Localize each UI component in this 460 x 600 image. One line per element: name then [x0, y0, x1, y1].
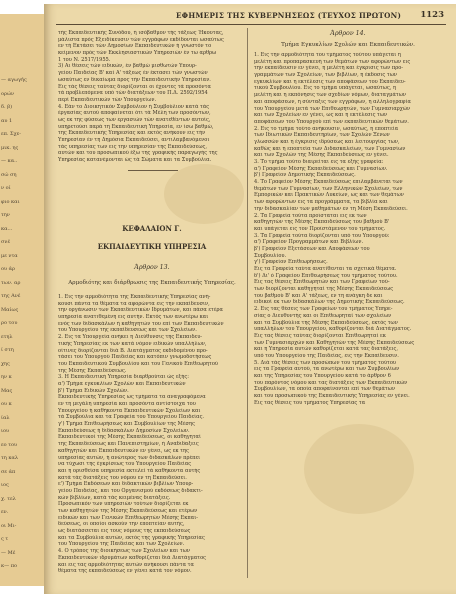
text-line: υπηρεσία ανατιθεμένη εις αυτήν. Εκτός των ανωτέρω και	[58, 314, 209, 321]
text-line: και η ορισθείσα υπηρεσία εκτελεί τά καθήκοντα αυτής	[58, 467, 201, 474]
text-line: των Γυμνασιαρχών και Καθηγητών της Μέσης Εκπαιδεύσεως	[254, 339, 415, 346]
text-line: τά προβλεπόμενα υπό τών διατάξεων του Π.Δ. 2592/1954	[58, 90, 208, 97]
text-line: ου άρ	[1, 266, 15, 272]
text-line: 3. Τα Γραφεία τούτα διορίζονται υπό του Υπουργού:	[254, 232, 390, 239]
previous-page-edge	[0, 14, 45, 586]
text-line: καθώς και η εποπτεία των Διδασκαλείων, των Γυμνασίων	[254, 145, 406, 152]
text-line: σε άπ	[1, 468, 16, 475]
text-line: της Μέσης Εκπαιδεύσεως.	[58, 367, 127, 374]
text-line: σνέ	[1, 239, 11, 245]
text-line: κ— πο	[1, 563, 18, 569]
text-line: περί Εκπαιδευτικών τών Υπουργείων.	[58, 96, 157, 103]
text-line: 3. Το τμήμα τούτο διαιρείται εις τα εξής γραφεία:	[254, 159, 384, 165]
text-line: ενός των διδασκάλων ή καθηγητών του επί των Εκπαιδευτικών	[58, 320, 224, 327]
text-line: τάσει του Υπουργού Παιδείας και κατόπιν γνωμοδοτήσεως	[58, 354, 212, 361]
gazette-page	[44, 4, 456, 594]
text-line: ιος	[1, 482, 9, 488]
chapter-title: ΚΕΦΑΛΑΙΟΝ Γ.	[122, 224, 182, 233]
text-line: χης	[1, 360, 10, 367]
text-line: 4. Εάν το Διοικητικόν Συμβούλιον ή Συμβούλιον κατά τάς	[58, 103, 210, 110]
text-line: Προσωπικόν των υπηρεσιών τούτων διορίζεται εκ	[58, 501, 189, 508]
text-line: ί στη	[1, 347, 14, 353]
text-line: 4. Ο τρόπος της διοικήσεως των Σχολείων και των	[58, 548, 190, 555]
text-line: των διορίζονται καθηγηταί της Μέσης Εκπαιδεύσεως	[254, 286, 394, 293]
text-line: ως εκ της φύσεως των εργασιών τών ανατεθέντων αυτοίς,	[58, 116, 211, 123]
text-line: εν τη μεγάλη υπηρεσία και προσόντα αντίστοιχα του	[58, 401, 196, 407]
text-line: καθηγητών της Μέσης Εκπαιδεύσεως του βαθμού Β'	[254, 219, 390, 226]
column-divider	[247, 28, 248, 578]
text-line: Υπηρεσίας κατανέμονται ώς τά Σώματα και τα Συμβούλια.	[58, 157, 212, 164]
page-number: 1123	[420, 10, 444, 20]
text-line: ην κ	[1, 374, 12, 380]
text-line: και εις τας αρμοδιότητας αυτών ανήκουσι πάντα τα	[58, 561, 194, 568]
article-14-heading: Άρθρον 14.	[330, 30, 366, 37]
text-line: δ. β)	[1, 104, 13, 110]
text-line: και των Σχολών της Μέσης Εκπαιδεύσεως εν γένει.	[254, 152, 389, 159]
text-line: κείμενον πρός τών Εκκλησιαστικών Υπηρεσιών έν τω αρθρω	[58, 50, 217, 57]
text-line: κα...	[1, 225, 13, 232]
text-line: τη καλ	[1, 455, 19, 461]
text-line: του Υπουργείου μετά των Επιθεωρητών, των Γυμνασιαρχών	[254, 105, 411, 112]
text-line: υπαλλήλων του Υπουργείου, καθορίζονται διά Διατάγματος.	[254, 326, 412, 333]
text-line: Εις τάς θέσεις ταύτας διορίζονται οι έχοντες τά προσόντα	[58, 83, 211, 90]
text-line: γλωσσών και η έγκρισις ιδρύσεως και λειτουργίας των,	[254, 138, 400, 145]
text-line: της Εκπαιδεύσεως και Πανεπιστημίων, ή Αναδιδαξεις	[58, 441, 199, 448]
text-line: και η Υπηρεσία αυτών καθορίζεται κατά τας διατάξεις,	[254, 346, 398, 353]
text-line: γραμμάτων των Σχολείων, των βιβλίων, η έκδοσις των	[254, 72, 397, 79]
text-line: μελέτη και προπαρασκευή των θεμάτων των αφορώντων εις	[254, 58, 411, 65]
text-line: μάλιστα πρός Εξειδίκευσιν τών εγγράφων εκδίδονται ωσαύτως	[58, 36, 224, 43]
text-line: — αγωγής	[1, 77, 27, 83]
text-line: του Υπουργείου της Παιδείας και των Σχολείων.	[58, 541, 185, 548]
text-line: 2. Εις τας θέσεις των Γραφείων του τμήματος Υπηρε-	[254, 306, 393, 313]
text-line: Εκπαιδευτικοί της Μέσης Εκπαιδεύσεως, οι καθηγηταί	[58, 434, 201, 441]
text-line: καθηγητών και Εκπαιδευτικών εν γένει, ως εκ της	[58, 447, 189, 454]
text-line: 3) Αι θέσεις τών ειδικών, έν βαθμώ μισθωτών Υπουρ-	[58, 63, 197, 70]
text-line: ωσαύτως εν δικαίωμα προς τήν Εκπαιδευτικήν Υπηρεσίαν.	[58, 76, 211, 83]
section-rule	[128, 170, 178, 171]
text-line: — κα..	[1, 158, 18, 164]
text-line: γ') Τμήμα Επιθεωρήσεως και Συμβουλίων της Μέσης	[58, 421, 195, 428]
text-line: α') Τμήμα εγκυκλίων Σχολών και Εκπαιδευτικών	[58, 380, 186, 387]
text-line: και τα Συμβούλια της Μέσης Εκπαιδεύσεως, εκτός των	[254, 319, 398, 326]
text-line: των καθηγητών της Μέσης Εκπαιδεύσεως και ετέρων	[58, 508, 198, 514]
text-line: οι Μι-	[1, 522, 17, 529]
right-body-text	[254, 52, 442, 406]
text-line: 4. Το Γραφείον Μέσης Εκπαιδεύσεως επιλαμβάνεται των	[254, 179, 403, 186]
text-line: και του προσωπικού της Εκπαιδευτικής Υπηρεσίας εν γένει.	[254, 393, 410, 400]
text-line: αυ 1	[1, 117, 13, 124]
text-line: θέματα της εκπαιδεύσεως εν γένει κατά τον νόμον.	[58, 568, 192, 575]
text-line: κών βιβλίων, κατά τάς κειμένας διατάξεις.	[58, 494, 171, 501]
chapter-subtitle: ΕΚΠΑΙΔΕΥΤΙΚΗ ΥΠΗΡΕΣΙΑ	[97, 242, 207, 251]
text-line: μελέτη και η εκπόνησις των σχεδίων νόμων, διαταγμάτων	[254, 92, 406, 99]
text-line: — Μέ	[1, 549, 16, 556]
text-line: τάς υπηρεσίας των εις την υπηρεσίαν της Εκπαιδεύσεως,	[58, 143, 207, 150]
text-line: της Εκπαιδευτικής Υπηρεσίας και εκτός ανήκουν εις τήν	[58, 130, 206, 137]
text-line: 1 του Ν. 2517/1955.	[58, 56, 111, 63]
text-line: θεμάτων των Γυμνασίων, των Ελληνικών Σχολείων, των	[254, 185, 403, 192]
text-line: Εκπαιδευτικών ιδρυμάτων καθορίζεται διά Διατάγματος	[58, 554, 206, 561]
text-line: εν.	[1, 509, 9, 515]
text-line: ορών	[1, 90, 15, 97]
text-line: Εμπορικών και Πρακτικών Λυκείων, ως και των θεμάτων	[254, 192, 404, 199]
text-line: σίας ο Διευθυντής και οι Επιθεωρηταί των σχολείων	[254, 312, 392, 319]
text-line: α') Γραφείον Προγραμμάτων και Βιβλίων.	[254, 239, 364, 246]
text-line: ου κ	[1, 401, 12, 407]
text-line: 1. Εις την αρμοδιότητα του τμήματος τούτου υπάγεται η	[254, 52, 401, 58]
text-line: σώ ση	[1, 171, 17, 178]
text-line: εν τή Εκτάσει τών Δημοσίων Εκπαιδευτικών ή γνωστόν το	[58, 43, 212, 50]
text-line: γείου Παιδείας Β' καί Α' τάξεως έν έκτασει τών γνωστών	[58, 70, 208, 77]
text-line: και των Σχολείων εν γένει, ως και η εκτέλεσις των	[254, 112, 388, 119]
text-line: επ. Σχε-	[1, 131, 21, 137]
text-line: των. αρ	[1, 279, 21, 286]
text-line: και της Υπηρεσίας του Υπουργείου κατά το άρθρον 6	[254, 373, 391, 379]
text-line: Εκπαιδευτικής Υπηρεσίας ως τμήματα τα αναγραφόμενα	[58, 394, 206, 401]
text-line: τά Συμβούλια και τα Γραφεία του Υπουργείου Παιδείας.	[58, 414, 205, 421]
text-line: τικής Υπηρεσίας εκ των κατά νόμον ειδικών υπαλλήλων,	[58, 340, 207, 347]
text-line: β') Τμήμα Ειδικών Σχολών.	[58, 387, 129, 394]
text-line: ως διατάσσεται εις τους νόμους της εκπαιδεύσεως	[58, 528, 191, 535]
left-body-text	[58, 294, 246, 575]
text-line: των Ιδιωτικών Εκπαιδευτηρίων, των Σχολών Ξένων	[254, 132, 390, 139]
text-line: εις τα Γραφεία αυτού, τα ανωτέρω και των Συμβουλίων	[254, 366, 400, 373]
text-line: γείου Παιδείας, και του Οργανισμού εκδόσεως διδακτι-	[58, 487, 203, 494]
text-line: των αφορώντων εις τα προγράμματα, τα βιβλία και	[254, 199, 388, 206]
text-line: την	[1, 212, 10, 218]
text-line: α') Γραφείον Μέσης Εκπαιδεύσεως και Γυμνασίων.	[254, 165, 388, 172]
text-line: αποφάσεων του Υπουργού επί των εκπαιδευτικών θεμάτων.	[254, 118, 409, 125]
text-line: να τύχωσι της έγκρίσεως του Υπουργείου Παιδείας	[58, 461, 192, 468]
text-line: του Υπουργείου της εκπαίδευσεως και των Σχολείων.	[58, 327, 197, 334]
text-line: Εις τας θέσεις ταύτας διορίζονται Επιθεωρηταί εκ	[254, 332, 386, 339]
article-14-intro: Τμήμα Εγκυκλίων Σχολών και Εκπαιδευτικών.	[281, 42, 415, 48]
text-line: 2. Εις τα Υπουργεία ανήκει η Διεύθυνσις της Εκπαιδευ-	[58, 334, 203, 341]
text-line: γ') Γραφείον Επιθεωρήσεως.	[254, 259, 328, 266]
text-line: δεύσεως, οι οποίοι ασκούν την εποπτείαν αυτής,	[58, 521, 185, 528]
text-line: την οργάνωσιν των Εκπαιδευτικών Ιδρυμάτων, και πάσα ετέρα	[58, 307, 223, 314]
text-line: ρο του	[1, 320, 18, 326]
paper-stain	[304, 424, 414, 514]
text-line: τικού Συμβουλίου. Εις το τμήμα υπάγεται, ωσαύτως, η	[254, 85, 397, 92]
text-line: του παρόντος νόμου και τας διατάξεις των Εκπαιδευτικών	[254, 379, 408, 386]
page-header	[56, 10, 446, 25]
text-line: ειδικοί εκ των διδασκάλων της Δημοτικής Εκπαιδεύσεως.	[254, 299, 405, 306]
text-line: κατά τάς διατάξεις του νόμου εν τη Εκπαιδεύσει.	[58, 474, 187, 481]
text-line: του Εκπαιδευτικού Συμβουλίου και του Γενικού Επιθεωρητού	[58, 360, 219, 367]
text-line: τής Εκπαιδευτικής Συνόδου, ή ισόβαθμον τής τάξεως Ήκουτας,	[58, 30, 224, 36]
text-line: την διδασκαλίαν των μαθημάτων εν τη Μέση Εκπαιδεύσει.	[254, 205, 408, 212]
text-line: υπηρεσίας αυτών, ή ανώτερος των διδασκάλων πρέπει	[58, 454, 201, 461]
article-13-intro: Αρμοδιότης και διάρθρωσις της Εκπαιδευτικής Υπηρεσίας.	[68, 280, 236, 286]
text-line: Υπηρεσίαν έν τη Δημόσια Εκπαιδεύσει, αντιλαμβανόμενοι	[58, 137, 210, 143]
text-line: εγκυκλίων και η εκτέλεσις των αποφάσεων του Εκπαιδευ-	[254, 78, 406, 85]
text-line: Υπουργείου ή καθήκοντα Εκπαιδευτικών Σχολείων και	[58, 407, 201, 414]
text-line: δ') Δι' ό Γραφείου Επιθεωρήσεως του τμήματος τούτου.	[254, 272, 398, 279]
text-line: Μας	[1, 387, 13, 394]
text-line: και υπάγεται εις τον Προϊστάμενον του τμήματος.	[254, 225, 386, 232]
text-line: υπηρετούσι παρά τη Εκπαιδευτική Υπηρεσία, εν ίσω βαθμώ,	[58, 123, 214, 130]
text-line: Εις τας θέσεις Επιθεωρητών και των Γραφείων τού-	[254, 279, 390, 286]
text-line: 2. Τα Γραφεία τούτα προϊσταται εις εκ των	[254, 212, 367, 219]
text-line: φιο και	[1, 198, 20, 205]
text-line: ειδικών και των Γενικών Επιθεωρητών Μέσης Εκπαι-	[58, 514, 198, 521]
text-line: Μαίως	[1, 306, 19, 313]
text-line: Συμβουλίων, τα οποία αποφαίνονται επί των θεμάτων	[254, 386, 396, 393]
text-line: ε') Τμήμα Εκδόσεων και διδακτικών βιβλίων Υπουρ-	[58, 481, 194, 488]
text-line: ίαλ	[1, 414, 10, 421]
page-header-title: ΕΦΗΜΕΡΙΣ ΤΗΣ ΚΥΒΕΡΝΗΣΕΩΣ (ΤΕΥΧΟΣ ΠΡΩΤΟΝ)	[176, 11, 402, 20]
text-line: υπό του Υπουργείου της Παιδείας, εις την Εκπαίδευσιν.	[254, 352, 399, 359]
text-line: κουσι πάντα τα θέματα τα αφορώντα εις την εκπαίδευσιν,	[58, 300, 210, 307]
text-line: την εκπαίδευσιν εν γένει, η μελέτη και έγκρισις των προ-	[254, 65, 404, 72]
text-line: χ. τελ	[1, 495, 16, 502]
text-line: αυτών και του προσωπικού έξω της γραφικής παραγωγής της	[58, 150, 218, 157]
text-line: β') Γραφείον Δημοτικής Εκπαιδεύσεως.	[254, 172, 356, 179]
text-line: οίτινες διορίζονται διά Β. Διατάγματος εκδιδομένου προ-	[58, 347, 208, 354]
article-13-heading: Άρθρον 13.	[134, 264, 170, 271]
text-line: μικ. ης	[1, 144, 19, 151]
text-line: 3. Η Εκπαιδευτική Υπηρεσία διαρθρούται ώς εξής:	[58, 374, 189, 381]
text-line: 2. Εις το τμήμα τούτο ανήκουσιν, ωσαύτως, η εποπτεία	[254, 125, 399, 132]
text-line: 5. Διά τάς θέσεις των προσώπων του τμήματος τούτου	[254, 359, 397, 366]
text-line: ιου	[1, 428, 10, 434]
text-line: ν οί	[1, 185, 11, 191]
text-line: Εις τας θέσεις του τμήματος Υπηρεσίας τα	[254, 399, 366, 406]
text-line: Συμβουλίου.	[254, 252, 287, 259]
text-line: έργασίας αυτού αποφαίνεται ότι τά Μέλη των προσόντων,	[58, 110, 211, 117]
text-line: Εις τα Γραφεία ταύτα ανατίθενται τα σχετικά θέματα.	[254, 266, 397, 272]
paper-stain	[164, 164, 244, 224]
text-line: με ντα	[1, 252, 18, 259]
text-line: Εκπαιδεύσεως ή διδασκάλων Δημοσίων Σχολείων.	[58, 427, 190, 434]
text-line: του βαθμού Β' και Α' τάξεως, εν τη ανάγκη δε και	[254, 292, 383, 299]
text-line: ς τ	[1, 536, 9, 542]
text-line: της Ανέ	[1, 293, 21, 299]
text-line: ετηλ	[1, 333, 13, 340]
previous-page-text	[1, 74, 41, 574]
text-line: 1. Εις την αρμοδιότητα της Εκπαιδευτικής Υπηρεσίας ανή-	[58, 294, 211, 300]
text-line: και αποφάσεων, η σύνταξις των εγγράφων, η αλληλογραφία	[254, 98, 411, 105]
text-line: εο του	[1, 441, 18, 448]
text-line: β') Γραφείον Εξετάσεων και Αποφάσεων του	[254, 245, 370, 252]
text-line: και τα Συμβούλια αυτών, εκτός της γραφικής Υπηρεσίας	[58, 534, 205, 541]
left-top-text	[58, 30, 246, 164]
